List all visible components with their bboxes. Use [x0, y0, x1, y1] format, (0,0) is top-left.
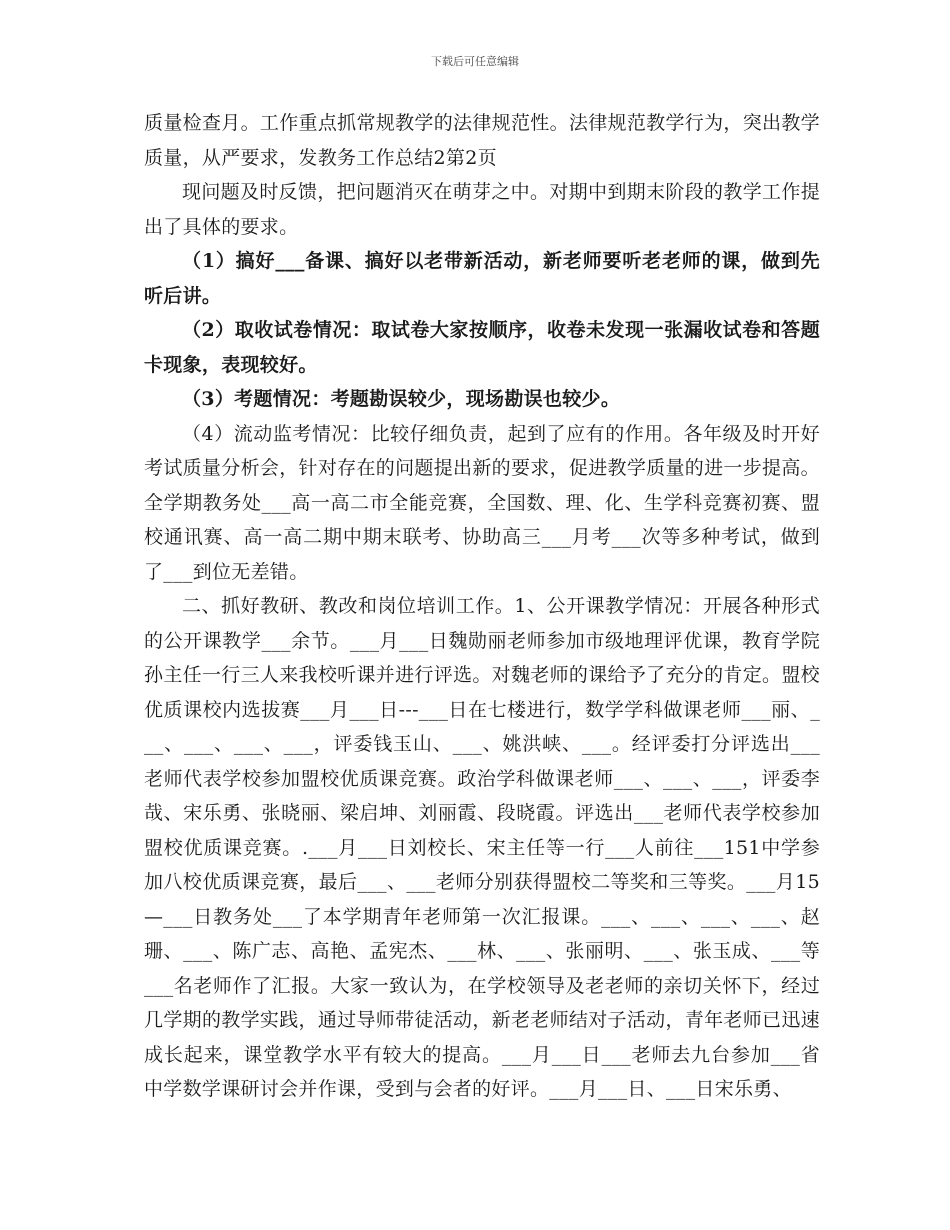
- paragraph-1: 质量检查月。工作重点抓常规教学的法律规范性。法律规范教学行为，突出教学质量，从严要求，发教务工作总结2第2页: [144, 112, 820, 169]
- paragraph-4: （2）取收试卷情况：取试卷大家按顺序，收卷未发现一张漏收试卷和答题卡现象，表现较好。: [144, 319, 820, 376]
- page-header: 下载后可任意编辑: [431, 55, 519, 68]
- paragraph-6: （4）流动监考情况：比较仔细负责，起到了应有的作用。各年级及时开好考试质量分析会，针对存在的问题提出新的要求，促进教学质量的进一步提高。全学期教务处___高一高二市全能竞赛，全国数、理、化、生学科竞赛初赛、盟校通讯赛、高一高二期中期末联考、协助高三___月考___次等多种考试，做到了___到位无差错。: [144, 422, 820, 583]
- paragraph-7: 二、抓好教研、教改和岗位培训工作。1、公开课教学情况：开展各种形式的公开课教学___余节。___月___日魏勋丽老师参加市级地理评优课，教育学院孙主任一行三人来我校听课并进行评选。对魏老师的课给予了充分的肯定。盟校优质课校内选拔赛___月___日---___日在七楼进行，数学学科做课老师___丽、___、___、___、___，评委钱玉山、___、姚洪峡、___。经评委打分评选出___老师代表学校参加盟校优质课竞赛。政治学科做课老师___、___、___，评委李哉、宋乐勇、张晓丽、梁启坤、刘丽霞、段晓霞。评选出___老师代表学校参加盟校优质课竞赛。.___月___日刘校长、宋主任等一行___人前往___151中学参加八校优质课竞赛，最后___、___老师分别获得盟校二等奖和三等奖。___月15—___日教务处___了本学期青年老师第一次汇报课。___、___、___、___、赵珊、___、陈广志、高艳、孟宪杰、___林、___、张丽明、___、张玉成、___等___名老师作了汇报。大家一致认为，在学校领导及老老师的亲切关怀下，经过几学期的教学实践，通过导师带徒活动，新老老师结对子活动，青年老师已迅速成长起来，课堂教学水平有较大的提高。___月___日___老师去九台参加___省中学数学课研讨会并作课，受到与会者的好评。___月___日、___日宋乐勇、: [144, 595, 820, 1100]
- paragraph-2: 现问题及时反馈，把问题消灭在萌芽之中。对期中到期末阶段的教学工作提出了具体的要求。: [144, 181, 820, 238]
- paragraph-5: （3）考题情况：考题勘误较少，现场勘误也较少。: [182, 388, 621, 410]
- paragraph-3: （1）搞好___备课、搞好以老带新活动，新老师要听老老师的课，做到先听后讲。: [144, 250, 820, 307]
- document-body: [144, 106, 820, 1107]
